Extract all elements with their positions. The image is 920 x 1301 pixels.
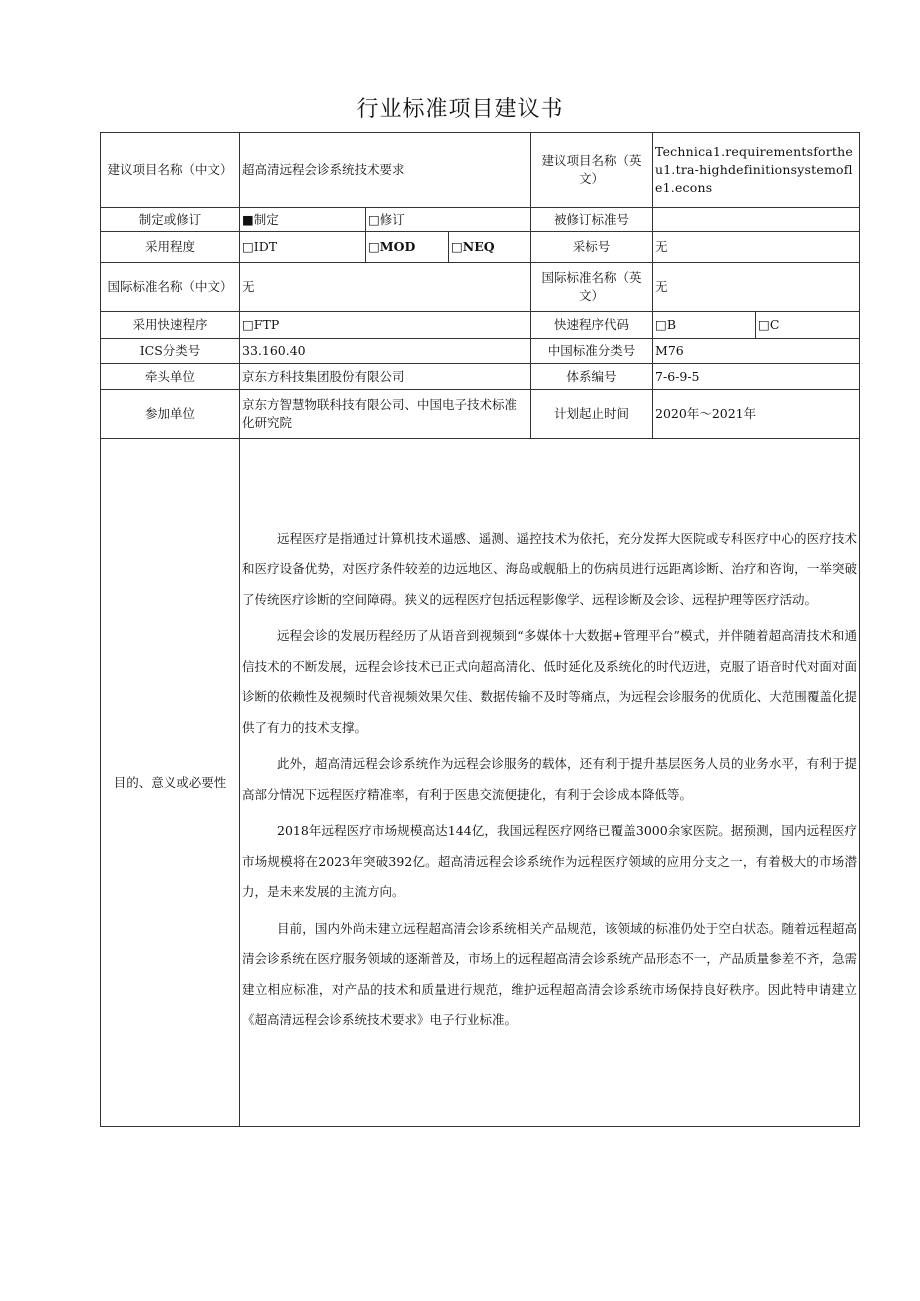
name-cn-label: 建议项目名称（中文） (101, 133, 240, 208)
row-fast (101, 312, 860, 339)
option-mod[interactable]: □MOD (366, 232, 449, 263)
purpose-paragraph: 2018年远程医疗市场规模高达144亿，我国远程医疗网络已覆盖3000余家医院。据预测，国内远程医疗市场规模将在2023年突破392亿。超高清远程会诊系统作为远程医疗领域的应用分支之一，有着极大的市场潜力，是未来发展的主流方向。 (242, 823, 858, 899)
purpose-body (240, 439, 860, 1127)
fast-label: 采用快速程序 (101, 312, 240, 339)
purpose-paragraph: 远程医疗是指通过计算机技术遥感、遥测、遥控技术为依托，充分发挥大医院或专科医疗中心的医疗技术和医疗设备优势，对医疗条件较差的边远地区、海岛或舰船上的伤病员进行远距离诊断、治疗和咨询，一举突破了传统医疗诊断的空间障碍。狭义的远程医疗包括远程影像学、远程诊断及会诊、远程护理等医疗活动。 (242, 530, 858, 607)
revise-label: 制定或修订 (101, 208, 240, 232)
proposal-form-table (100, 132, 860, 1127)
purpose-paragraph: 远程会诊的发展历程经历了从语音到视频到“多媒体十大数据+管理平台”模式，并伴随着超高清技术和通信技术的不断发展，远程会诊技术已正式向超高清化、低时延化及系统化的时代迈进，克服了语音时代对面对面诊断的依赖性及视频时代音视频效果欠佳、数据传输不及时等痛点，为远程会诊服务的优质化、大范围覆盖化提供了有力的技术支撑。 (242, 628, 858, 735)
row-participants (101, 390, 860, 439)
adopt-no-value: 无 (653, 232, 860, 263)
fast-code-label: 快速程序代码 (531, 312, 653, 339)
option-neq[interactable]: □NEQ (449, 232, 531, 263)
intl-en-value: 无 (653, 263, 860, 312)
system-no-value: 7-6-9-5 (653, 364, 860, 390)
option-ftp[interactable]: □FTP (240, 312, 531, 339)
participants-label: 参加单位 (101, 390, 240, 439)
ccs-value: M76 (653, 339, 860, 364)
purpose-paragraph: 目前，国内外尚未建立远程超高清会诊系统相关产品规范，该领域的标准仍处于空白状态。随着远程超高清会诊系统在医疗服务领域的逐渐普及，市场上的远程超高清会诊系统产品形态不一，产品质量参差不齐，急需建立相应标准，对产品的技术和质量进行规范，维护远程超高清会诊系统市场保持良好秩序。因此特申请建立《超高清远程会诊系统技术要求》电子行业标准。 (242, 920, 858, 1027)
name-en-value: Technica1.requirementsfortheu1.tra-highdefinitionsystemofle1.econs (653, 133, 860, 208)
revised-std-label: 被修订标准号 (531, 208, 653, 232)
ics-value: 33.160.40 (240, 339, 531, 364)
intl-cn-label: 国际标准名称（中文） (101, 263, 240, 312)
period-value: 2020年～2021年 (653, 390, 860, 439)
lead-label: 牵头单位 (101, 364, 240, 390)
row-revise (101, 208, 860, 232)
system-no-label: 体系编号 (531, 364, 653, 390)
row-ics (101, 339, 860, 364)
row-project-name (101, 133, 860, 208)
ccs-label: 中国标准分类号 (531, 339, 653, 364)
option-c[interactable]: □C (756, 312, 860, 339)
revised-std-value (653, 208, 860, 232)
purpose-paragraph: 此外，超高清远程会诊系统作为远程会诊服务的载体，还有利于提升基层医务人员的业务水平，有利于提高部分情况下远程医疗精准率，有利于医患交流便捷化，有利于会诊成本降低等。 (242, 756, 858, 802)
page-title: 行业标准项目建议书 (356, 97, 564, 122)
adopt-no-label: 采标号 (531, 232, 653, 263)
purpose-label: 目的、意义或必要性 (101, 439, 240, 1127)
intl-cn-value: 无 (240, 263, 531, 312)
option-b[interactable]: □B (653, 312, 756, 339)
period-label: 计划起止时间 (531, 390, 653, 439)
option-make[interactable]: ■制定 (240, 208, 366, 232)
row-adopt (101, 232, 860, 263)
row-lead (101, 364, 860, 390)
adopt-label: 采用程度 (101, 232, 240, 263)
lead-value: 京东方科技集团股份有限公司 (240, 364, 531, 390)
option-idt[interactable]: □IDT (240, 232, 366, 263)
option-revise[interactable]: □修订 (366, 208, 531, 232)
participants-value: 京东方智慧物联科技有限公司、中国电子技术标准化研究院 (240, 390, 531, 439)
row-intl-name (101, 263, 860, 312)
name-cn-value: 超高清远程会诊系统技术要求 (240, 133, 531, 208)
intl-en-label: 国际标准名称（英文） (531, 263, 653, 312)
name-en-label: 建议项目名称（英文） (531, 133, 653, 208)
row-purpose (101, 439, 860, 1127)
ics-label: ICS分类号 (101, 339, 240, 364)
